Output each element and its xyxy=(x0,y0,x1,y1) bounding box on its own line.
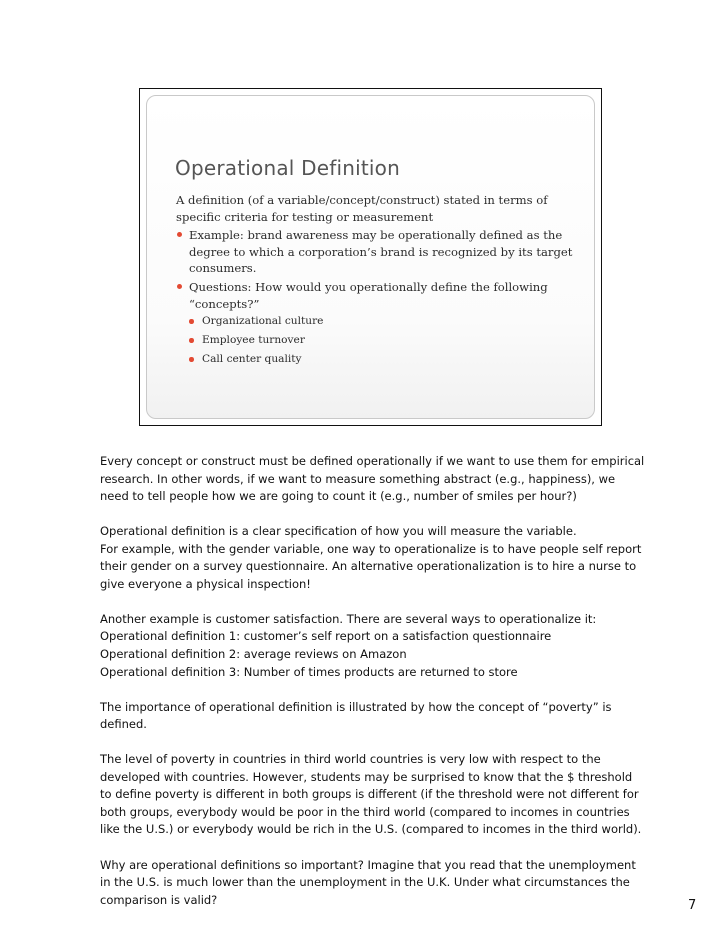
notes-paragraph: Why are operational definitions so important? Imagine that you read that the unemployment in the U.S. is much lower than the unemployment in the U.K. Under what circumstances the comparison is valid? xyxy=(100,857,636,907)
notes-paragraph: Another example is customer satisfaction. There are several ways to operationalize it: Operational definition 1: customer’s self report on a satisfaction questionnaire Operational definition 2: average reviews on Amazon Operational definition 3: Number of times products are returned to store xyxy=(100,611,597,679)
slide-intro: A definition (of a variable/concept/construct) stated in terms of specific criteria for testing or measurement xyxy=(176,193,548,224)
bullet-dot-icon xyxy=(189,338,194,343)
slide-thumbnail xyxy=(139,88,602,426)
slide-sub-bullet xyxy=(188,312,581,331)
bullet-dot-icon xyxy=(189,357,194,362)
notes-paragraph: Every concept or construct must be defined operationally if we want to use them for empirical research. In other words, if we want to measure something abstract (e.g., happiness), we need to tell people how we are going to count it (e.g., number of smiles per hour?) xyxy=(100,454,645,504)
slide-bullet-text: Questions: How would you operationally define the following “concepts?” xyxy=(189,279,548,311)
notes-text xyxy=(100,453,645,927)
slide-title: Operational Definition xyxy=(175,156,400,180)
notes-paragraph: The importance of operational definition is illustrated by how the concept of “poverty” is defined. xyxy=(100,699,612,732)
slide-sub-bullet-text: Organizational culture xyxy=(202,315,324,328)
bullet-dot-icon xyxy=(177,232,182,237)
slide-sub-bullet-text: Call center quality xyxy=(202,353,302,366)
page-number: 7 xyxy=(688,898,697,913)
slide-sub-bullet xyxy=(188,331,581,350)
notes-paragraph: Operational definition is a clear specification of how you will measure the variable. For example, with the gender variable, one way to operationalize is to have people self report their gender on a survey questionnaire. An alternative operationalization is to hire a nurse to give everyone a physical inspection! xyxy=(100,524,642,591)
slide-sub-bullet-text: Employee turnover xyxy=(202,334,305,347)
notes-paragraph: The level of poverty in countries in third world countries is very low with respect to the developed with countries. However, students may be surprised to know that the $ threshold to define poverty is different in both groups is different (if the threshold were not different for both groups, everybody would be poor in the third world (compared to incomes in countries like the U.S.) or everybody would be rich in the U.S. (compared to incomes in the third world). xyxy=(100,752,642,837)
slide-bullet xyxy=(176,227,581,277)
slide-sub-bullet xyxy=(188,350,581,369)
bullet-dot-icon xyxy=(177,284,182,289)
slide-bullet-text: Example: brand awareness may be operationally defined as the degree to which a corporation’s brand is recognized by its target consumers. xyxy=(189,228,573,276)
slide-bullet xyxy=(176,279,581,312)
slide-body xyxy=(176,192,581,369)
slide-background xyxy=(146,95,595,419)
bullet-dot-icon xyxy=(189,319,194,324)
